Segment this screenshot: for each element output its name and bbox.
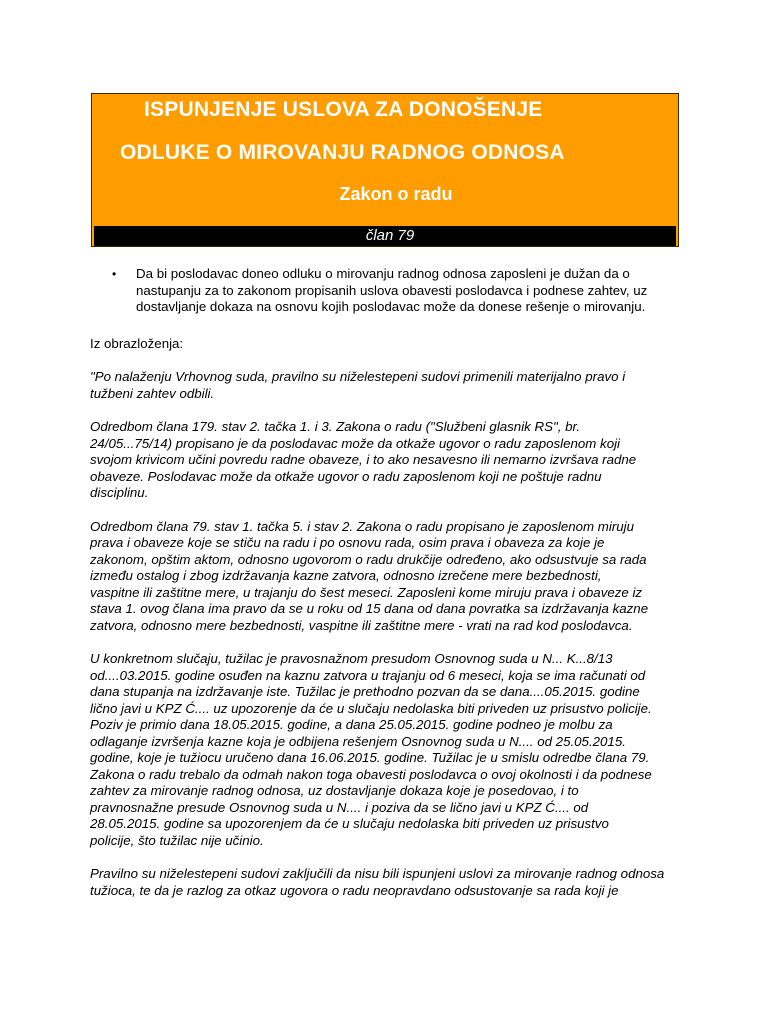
paragraph-line: između ostalog i zbog izdržavanja kazne zatvora, odnosno izrečene mere bezbednosti, bbox=[90, 568, 602, 583]
paragraph-conclusion bbox=[90, 866, 680, 899]
paragraph-court-finding bbox=[90, 369, 680, 402]
paragraph-line: 28.05.2015. godine sa upozorenjem da će u slučaju nedolaska biti priveden uz prisustvo bbox=[90, 816, 609, 831]
bullet-line: dostavljanje dokaza na osnovu kojih poslodavac može da donese rešenje o mirovanju. bbox=[136, 299, 646, 314]
paragraph-line: policije, što tužilac nije učinio. bbox=[90, 832, 264, 848]
paragraph-line: Odredbom člana 179. stav 2. tačka 1. i 3. Zakona o radu ("Službeni glasnik RS", br. bbox=[90, 419, 581, 434]
paragraph-line: vaspitne ili zaštitne mere, u trajanju do šest meseci. Zaposleni kome miruju prava i obaveze iz bbox=[90, 584, 643, 600]
paragraph-line: odlaganje izvršenja kazne koja je odbijena rešenjem Osnovnog suda u N.... od 25.05.2015. bbox=[90, 733, 626, 749]
paragraph-line: pravnosnažne presude Osnovnog suda u N.... i poziva da se lično javi u KPZ Ć.... od bbox=[90, 799, 589, 815]
bullet-text bbox=[136, 266, 680, 316]
article-bar bbox=[94, 226, 676, 246]
bullet-icon: • bbox=[112, 267, 117, 281]
paragraph-line: stava 1. ovog člana ima pravo da se u roku od 15 dana od dana povratka sa izdržavanja kazne bbox=[90, 601, 649, 616]
paragraph-line: svojom krivicom učini povredu radne obaveze, i to ako nesavesno ili nemarno izvršava radne bbox=[90, 452, 637, 467]
paragraph-line: od....03.2015. godine osuđen na kaznu zatvora u trajanju od 6 meseci, koja se ima računati od bbox=[90, 667, 646, 683]
document-title-line-2: ODLUKE O MIROVANJU RADNOG ODNOSA bbox=[120, 141, 565, 164]
law-subtitle: Zakon o radu bbox=[339, 184, 453, 204]
paragraph-line: prava i obaveze koje se stiču na radu i po osnovu rada, osim prava i obaveza za koje je bbox=[90, 535, 605, 550]
bullet-line: nastupanju za to zakonom propisanih uslova obavesti poslodavca i podnese zahtev, uz bbox=[136, 282, 648, 298]
paragraph-line: Pravilno su niželestepeni sudovi zaključili da nisu bili ispunjeni uslovi za mirovanje radnog odnosa bbox=[90, 866, 665, 881]
document-body bbox=[90, 266, 680, 899]
paragraph-line: obaveze. Poslodavac može da otkaže ugovor o radu zaposlenom koji ne poštuje radnu bbox=[90, 468, 602, 484]
paragraph-line: tužioca, te da je razlog za otkaz ugovora o radu neopravdano odsustovanje sa rada koji je bbox=[90, 882, 619, 898]
explanation-heading: Iz obrazloženja: bbox=[90, 335, 184, 351]
paragraph-line: Odredbom člana 79. stav 1. tačka 5. i stav 2. Zakona o radu propisano je zaposlenom miruju bbox=[90, 518, 634, 534]
paragraph-case-facts bbox=[90, 651, 680, 849]
paragraph-line: disciplinu. bbox=[90, 485, 149, 500]
paragraph-line: Zakona o radu trebalo da odmah nakon toga obavesti poslodavca o ovoj okolnosti i da podnese bbox=[90, 766, 652, 782]
bullet-item bbox=[112, 266, 680, 316]
document-title-line-1: ISPUNJENJE USLOVA ZA DONOŠENJE bbox=[144, 98, 543, 121]
bullet-line: Da bi poslodavac doneo odluku o mirovanju radnog odnosa zaposleni je dužan da o bbox=[136, 266, 630, 281]
paragraph-line: lično javi u KPZ Ć.... uz upozorenje da će u slučaju nedolaska biti priveden uz prisustvo policije. bbox=[90, 700, 652, 716]
article-label: član 79 bbox=[365, 227, 415, 244]
paragraph-article-79 bbox=[90, 519, 680, 635]
paragraph-line: Poziv je primio dana 18.05.2015. godine, a dana 25.05.2015. godine podneo je molbu za bbox=[90, 717, 613, 732]
paragraph-line: zakonom, opštim aktom, odnosno ugovorom o radu drukčije određeno, ako odsustvuje sa rada bbox=[90, 551, 647, 567]
paragraph-line: godine, koje je tužiocu uručeno dana 16.06.2015. godine. Tužilac je u smislu odredbe člana 79. bbox=[90, 750, 650, 765]
paragraph-line: U konkretnom slučaju, tužilac je pravosnažnom presudom Osnovnog suda u N... K...8/13 bbox=[90, 651, 613, 666]
paragraph-article-179 bbox=[90, 419, 680, 502]
paragraph-line: tužbeni zahtev odbili. bbox=[90, 385, 215, 401]
title-banner bbox=[91, 93, 679, 247]
paragraph-line: zahtev za mirovanje radnog odnosa, uz dostavljanje dokaza koje je posedovao, i to bbox=[90, 783, 579, 798]
paragraph-line: "Po nalaženju Vrhovnog suda, pravilno su niželestepeni sudovi primenili materijalno pravo i bbox=[90, 369, 626, 384]
paragraph-line: 24/05...75/14) propisano je da poslodavac može da otkaže ugovor o radu zaposlenom koji bbox=[90, 435, 620, 451]
paragraph-line: dana stupanja na izdržavanje iste. Tužilac je prethodno pozvan da se dana....05.2015. godine bbox=[90, 684, 640, 699]
paragraph-line: zatvora, odnosno mere bezbednosti, vaspitne ili zaštitne mere - vrati na rad kod poslodavca. bbox=[90, 617, 633, 633]
